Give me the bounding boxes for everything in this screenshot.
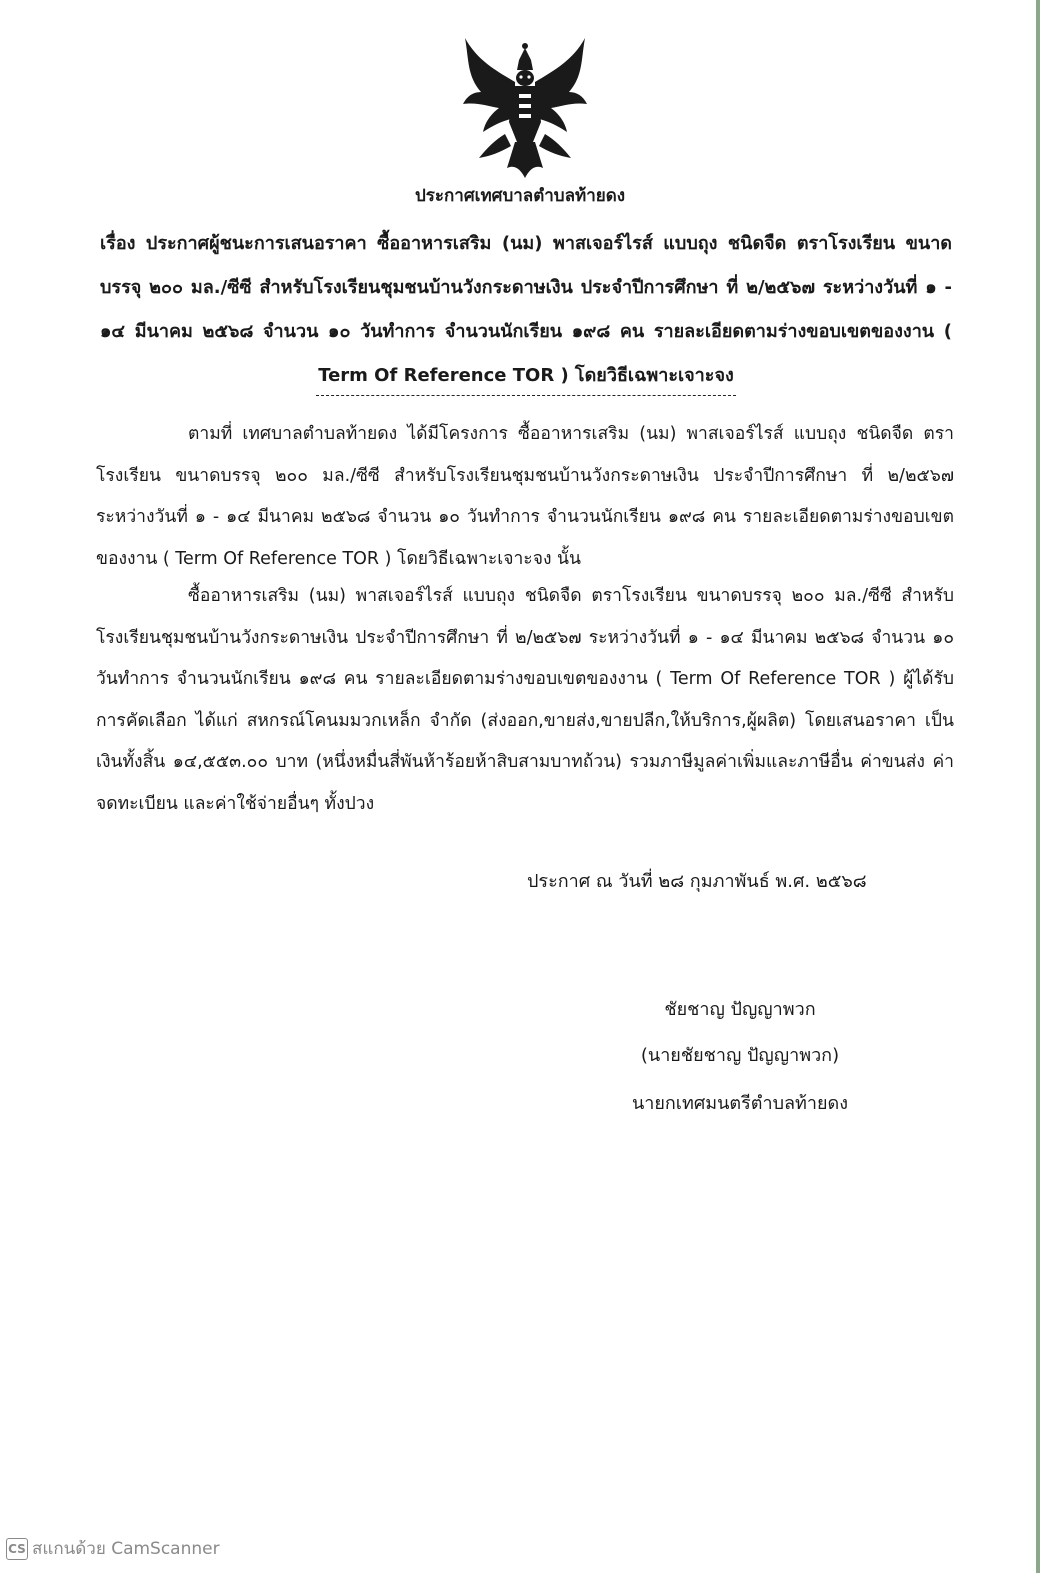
body-paragraph-2: ซื้ออาหารเสริม (นม) พาสเจอร์ไรส์ แบบถุง ชนิดจืด ตราโรงเรียน ขนาดบรรจุ ๒๐๐ มล./ซีซี สำหรับโรงเรียนชุมชนบ้านวังกระดาษเงิน ประจำปีการศึกษา ที่ ๒/๒๕๖๗ ระหว่างวันที่ ๑ - ๑๔ มีนาคม ๒๕๖๘ จำนวน ๑๐ วันทำการ จำนวนนักเรียน ๑๙๘ คน รายละเอียดตามร่างขอบเขตของงาน ( Term Of Reference TOR ) ผู้ได้รับการคัดเลือก ได้แก่ สหกรณ์โคนมมวกเหล็ก จำกัด (ส่งออก,ขายส่ง,ขายปลีก,ให้บริการ,ผู้ผลิต) โดยเสนอราคา เป็นเงินทั้งสิ้น ๑๔,๕๕๓.๐๐ บาท (หนึ่งหมื่นสี่พันห้าร้อยห้าสิบสามบาทถ้วน) รวมภาษีมูลค่าเพิ่มและภาษีอื่น ค่าขนส่ง ค่าจดทะเบียน และค่าใช้จ่ายอื่นๆ ทั้งปวง [96,586,954,814]
body-paragraph-1: ตามที่ เทศบาลตำบลท้ายดง ได้มีโครงการ ซื้ออาหารเสริม (นม) พาสเจอร์ไรส์ แบบถุง ชนิดจืด ตราโรงเรียน ขนาดบรรจุ ๒๐๐ มล./ซีซี สำหรับโรงเรียนชุมชนบ้านวังกระดาษเงิน ประจำปีการศึกษา ที่ ๒/๒๕๖๗ ระหว่างวันที่ ๑ - ๑๔ มีนาคม ๒๕๖๘ จำนวน ๑๐ วันทำการ จำนวนนักเรียน ๑๙๘ คน รายละเอียดตามร่างขอบเขตของงาน ( Term Of Reference TOR ) โดยวิธีเฉพาะเจาะจง นั้น [96,424,954,569]
document-title: ประกาศเทศบาลตำบลท้ายดง [414,186,626,206]
garuda-emblem-icon [455,30,595,180]
signature-full-name: (นายชัยชาญ ปัญญาพวก) [640,1045,840,1066]
signature-name: ชัยชาญ ปัญญาพวก [664,999,816,1020]
camscanner-watermark [6,1535,220,1562]
document-subject: เรื่อง ประกาศผู้ชนะการเสนอราคา ซื้ออาหารเสริม (นม) พาสเจอร์ไรส์ แบบถุง ชนิดจืด ตราโรงเรียน ขนาดบรรจุ ๒๐๐ มล./ซีซี สำหรับโรงเรียนชุมชนบ้านวังกระดาษเงิน ประจำปีการศึกษา ที่ ๒/๒๕๖๗ ระหว่างวันที่ ๑ - ๑๔ มีนาคม ๒๕๖๘ จำนวน ๑๐ วันทำการ จำนวนนักเรียน ๑๙๘ คน รายละเอียดตามร่างขอบเขตของงาน ( Term Of Reference TOR ) โดยวิธีเฉพาะเจาะจง [100,233,952,386]
announce-date: ประกาศ ณ วันที่ ๒๘ กุมภาพันธ์ พ.ศ. ๒๕๖๘ [527,871,867,892]
divider-line [316,395,736,396]
signature-position: นายกเทศมนตรีตำบลท้ายดง [631,1093,849,1114]
watermark-text: สแกนด้วย CamScanner [32,1539,220,1559]
page-edge [1036,0,1040,1573]
camscanner-logo-icon: CS [6,1538,28,1560]
